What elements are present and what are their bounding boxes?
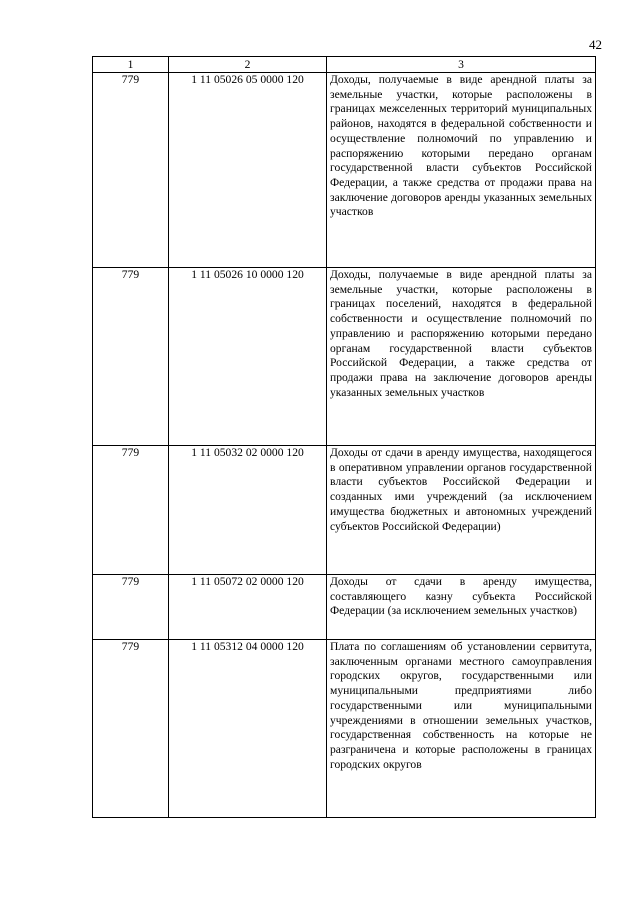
table-row: [93, 73, 596, 268]
kbk-code-cell: 1 11 05026 05 0000 120: [169, 73, 327, 268]
description-cell: Доходы, получаемые в виде арендной платы за земельные участки, которые расположены в границах межселенных территорий муниципальных районов, находятся в федеральной собственности и осуществление полномочий по управлению и распоряжению которыми передано органам государственной власти субъектов Российской Федерации, а также средства от продажи права на заключение договоров аренды указанных земельных участков: [327, 73, 596, 268]
column-header-2: 2: [169, 57, 327, 73]
table-row: [93, 640, 596, 818]
table-row: [93, 575, 596, 640]
column-header-3: 3: [327, 57, 596, 73]
description-cell: Доходы, получаемые в виде арендной платы за земельные участки, которые расположены в границах поселений, находятся в федеральной собственности и осуществление полномочий по управлению и распоряжению которыми передано органам государственной власти субъектов Российской Федерации, а также средства от продажи права на заключение договоров аренды указанных земельных участков: [327, 268, 596, 446]
description-cell: Доходы от сдачи в аренду имущества, находящегося в оперативном управлении органов государственной власти субъектов Российской Федерации и созданных ими учреждений (за исключением имущества бюджетных и автономных учреждений субъектов Российской Федерации): [327, 446, 596, 575]
table-header-row: [93, 57, 596, 73]
kbk-code-cell: 1 11 05312 04 0000 120: [169, 640, 327, 818]
kbk-code-cell: 1 11 05032 02 0000 120: [169, 446, 327, 575]
column-header-1: 1: [93, 57, 169, 73]
admin-code-cell: 779: [93, 446, 169, 575]
description-cell: Доходы от сдачи в аренду имущества, составляющего казну субъекта Российской Федерации (за исключением земельных участков): [327, 575, 596, 640]
admin-code-cell: 779: [93, 73, 169, 268]
admin-code-cell: 779: [93, 575, 169, 640]
kbk-code-cell: 1 11 05072 02 0000 120: [169, 575, 327, 640]
revenue-code-table: [92, 56, 596, 818]
admin-code-cell: 779: [93, 268, 169, 446]
description-cell: Плата по соглашениям об установлении сервитута, заключенным органами местного самоуправления городских округов, государственными или муниципальными предприятиями либо государственными или муниципальными учреждениями в отношении земельных участков, государственная собственность на которые не разграничена и которые расположены в границах городских округов: [327, 640, 596, 818]
admin-code-cell: 779: [93, 640, 169, 818]
kbk-code-cell: 1 11 05026 10 0000 120: [169, 268, 327, 446]
table-row: [93, 446, 596, 575]
table-row: [93, 268, 596, 446]
page-number: 42: [589, 37, 602, 52]
